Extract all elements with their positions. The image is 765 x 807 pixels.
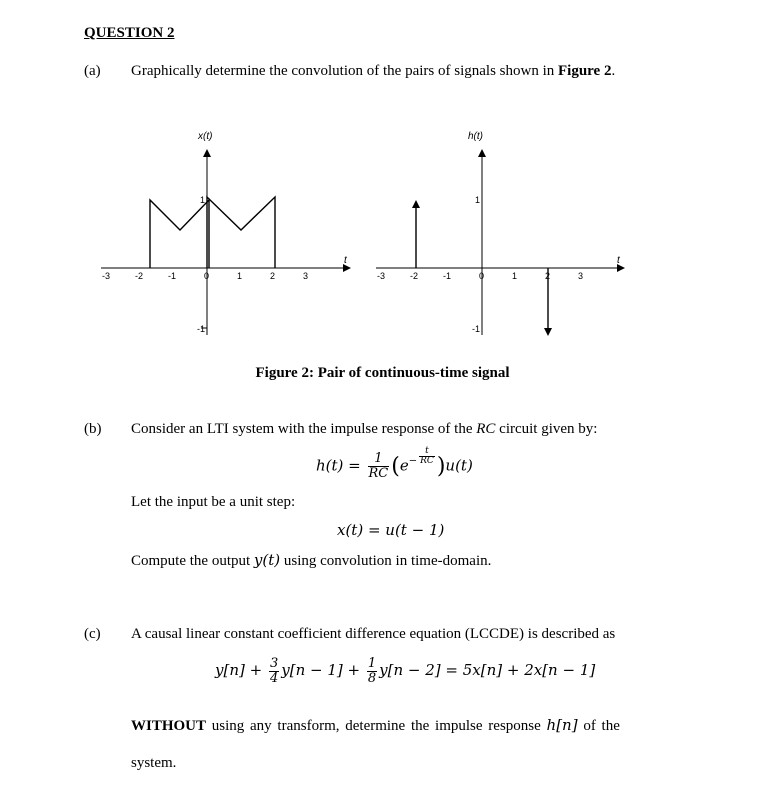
compute-text-post: using convolution in time-domain. [280, 553, 492, 569]
x-plot-ylabel: x(t) [198, 131, 213, 142]
h-plot-xtick-2: -1 [443, 271, 452, 281]
h-plot-xtick-5: 2 [545, 271, 551, 281]
part-b-rc: RC [476, 421, 496, 437]
lccde-frac-1 [269, 657, 279, 685]
eq-exp-fraction [419, 447, 435, 467]
x-plot-xtick-2: -1 [168, 271, 177, 281]
eq-lhs: h(t) = [316, 456, 361, 475]
x-plot-xtick-1: -2 [135, 271, 144, 281]
x-waveform [207, 197, 275, 268]
lccde-frac-1-den: 4 [269, 670, 279, 686]
h-plot [370, 125, 640, 345]
x-plot-xtick-6: 3 [303, 271, 309, 281]
impulse-arrowhead-0 [412, 200, 420, 208]
final-math: h[n] [546, 716, 578, 734]
part-a-label: (a) [84, 63, 101, 79]
x-plot-ytick-pos: 1 [200, 195, 206, 205]
lccde-frac-2 [367, 657, 377, 685]
final-post: of the [577, 718, 620, 734]
h-plot-ytick-neg: -1 [472, 324, 481, 334]
lccde-equation [215, 657, 595, 685]
lccde-frac-2-den: 8 [367, 670, 377, 686]
part-c-label: (c) [84, 626, 101, 642]
part-a-text [131, 63, 615, 80]
impulse-response-equation [316, 447, 473, 481]
final-bold: WITHOUT [131, 718, 207, 734]
h-plot-xtick-6: 3 [578, 271, 584, 281]
x-plot-xlabel: t [344, 255, 347, 266]
eq-paren-open: ( [391, 453, 400, 479]
h-plot-xticks [377, 271, 583, 281]
compute-text [131, 551, 491, 570]
lccde-frac-1-num: 3 [269, 656, 279, 671]
eq-frac-den: RC [368, 465, 389, 481]
x-plot-xtick-0: -3 [102, 271, 111, 281]
impulse-arrowhead-1 [544, 328, 552, 336]
eq-rhs: u(t) [445, 456, 473, 475]
x-plot-ytick-neg: -1 [197, 324, 206, 334]
final-instruction [131, 716, 653, 735]
x-plot-xticks [102, 271, 308, 281]
compute-text-pre: Compute the output [131, 553, 254, 569]
h-plot-xtick-1: -2 [410, 271, 419, 281]
input-text: Let the input be a unit step: [131, 494, 296, 510]
h-plot-xtick-4: 1 [512, 271, 518, 281]
lccde-term-2: y[n − 1] + [281, 661, 361, 680]
h-plot-xtick-3: 0 [479, 271, 485, 281]
x-plot [95, 125, 365, 345]
part-b-label: (b) [84, 421, 102, 437]
part-a-text-pre: Graphically determine the convolution of the pairs of signals shown in [131, 63, 558, 79]
eq-frac-num: 1 [374, 451, 383, 467]
final-instruction-line2: system. [131, 755, 177, 771]
x-plot-xtick-3: 0 [204, 271, 210, 281]
h-plot-xtick-0: -3 [377, 271, 386, 281]
part-b-text-post: circuit given by: [495, 421, 598, 437]
part-b-text-pre: Consider an LTI system with the impulse response of the [131, 421, 477, 437]
eq-exp-den: RC [420, 456, 434, 467]
eq-fraction [368, 452, 390, 480]
compute-math: y(t) [253, 551, 281, 569]
x-plot-xtick-5: 2 [270, 271, 276, 281]
eq-paren-close: ) [436, 453, 446, 479]
figure-reference: Figure 2 [558, 63, 612, 79]
lccde-term-1: y[n] + [215, 661, 263, 680]
question-title: QUESTION 2 [84, 25, 175, 41]
eq-exp-num: t [425, 446, 429, 456]
eq-exp-base: e [399, 456, 409, 475]
part-c-text: A causal linear constant coefficient difference equation (LCCDE) is described as [131, 626, 616, 642]
input-equation: x(t) = u(t − 1) [337, 521, 445, 539]
final-text: using any transform, determine the impulse response [206, 718, 547, 734]
h-plot-xlabel: t [617, 255, 620, 266]
figure-caption: Figure 2: Pair of continuous-time signal [255, 365, 510, 381]
h-plot-ylabel: h(t) [468, 131, 483, 142]
x-plot-xtick-4: 1 [237, 271, 243, 281]
h-plot-ytick-pos: 1 [475, 195, 481, 205]
lccde-frac-2-num: 1 [367, 656, 377, 671]
lccde-term-3: y[n − 2] = 5x[n] + 2x[n − 1] [379, 661, 596, 680]
part-b-text [131, 421, 597, 438]
part-a-text-post: . [611, 63, 616, 79]
x-waveform-left [150, 200, 209, 268]
eq-exp-sign: − [408, 455, 418, 467]
